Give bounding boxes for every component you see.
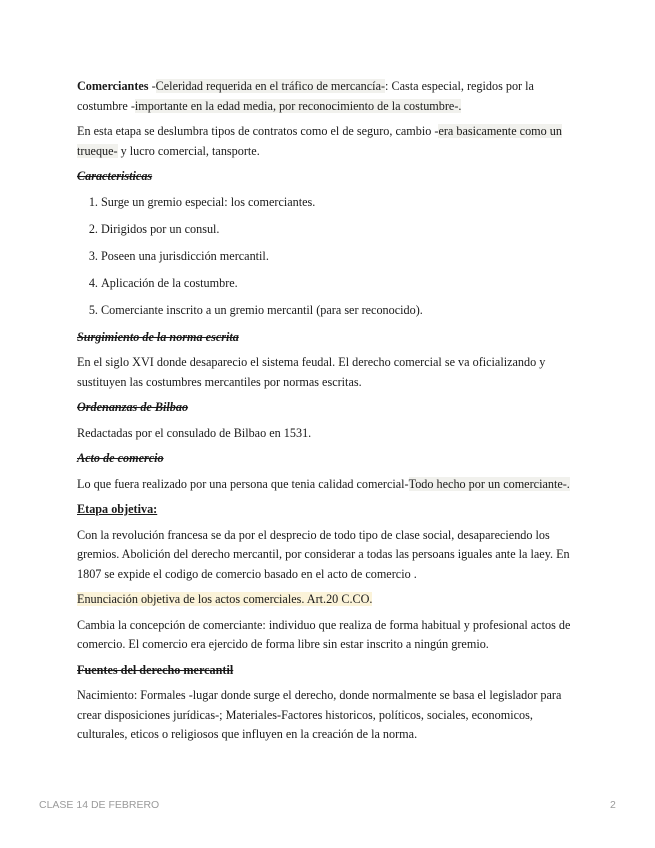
paragraph-acto-de-comercio: Lo que fuera realizado por una persona que tenia calidad comercial-Todo hecho por un comerciante-. <box>77 476 570 491</box>
list-item: 5. Comerciante inscrito a un gremio mercantil (para ser reconocido). <box>101 301 582 321</box>
highlight-todo-hecho: Todo hecho por un comerciante-. <box>408 476 570 491</box>
characteristics-list <box>77 193 582 321</box>
highlight-enunciacion: Enunciación objetiva de los actos comerciales. Art.20 C.CO. <box>77 592 373 606</box>
term-comerciantes: Comerciantes <box>77 79 149 93</box>
highlight-edad-media: importante en la edad media, por reconocimiento de la costumbre-. <box>134 98 462 113</box>
paragraph-ordenanzas: Redactadas por el consulado de Bilbao en 1531. <box>77 425 312 440</box>
paragraph-contratos: En esta etapa se deslumbra tipos de contratos como el de seguro, cambio -era basicamente como un trueque- y lucro comercial, tansporte. <box>77 124 562 158</box>
highlight-trueque: era basicamente como un trueque- <box>77 124 562 158</box>
heading-etapa-objetiva: Etapa objetiva: <box>77 502 158 516</box>
list-item: 4. Aplicación de la costumbre. <box>101 274 582 294</box>
paragraph-surgimiento: En el siglo XVI donde desaparecio el sistema feudal. El derecho comercial se va oficializando y sustituyen las costumbres mercantiles por normas escritas. <box>77 355 546 389</box>
paragraph-etapa-objetiva: Con la revolución francesa se da por el desprecio de todo tipo de clase social, desapareciendo los gremios. Abolición del derecho mercantil, por considerar a todas las persoans iguales ante la laey. En 1807 se expide el codigo de comercio basado en el acto de comercio . <box>77 527 570 581</box>
paragraph-enunciacion <box>77 590 582 610</box>
heading-caracteristicas: Caracteristicas <box>77 169 153 183</box>
heading-ordenanzas: Ordenanzas de Bilbao <box>77 400 189 414</box>
list-item: 2. Dirigidos por un consul. <box>101 220 582 240</box>
paragraph-concepcion: Cambia la concepción de comerciante: individuo que realiza de forma habitual y profesional actos de comercio. El comercio era ejercido de forma libre sin estar inscrito a ningún gremio. <box>77 617 571 651</box>
page-number: 2 <box>610 799 616 811</box>
paragraph-comerciantes: Comerciantes -Celeridad requerida en el tráfico de mercancía-: Casta especial, regidos por la costumbre -importante en la edad media, por reconocimiento de la costumbre-. <box>77 79 534 113</box>
heading-fuentes: Fuentes del derecho mercantil <box>77 662 234 677</box>
heading-surgimiento: Surgimiento de la norma escrita <box>77 329 239 344</box>
highlight-celeridad: Celeridad requerida en el tráfico de mercancía- <box>155 79 386 93</box>
list-item: 1. Surge un gremio especial: los comerciantes. <box>101 193 582 213</box>
footer-title: CLASE 14 DE FEBRERO <box>39 799 160 811</box>
document-body <box>77 77 582 751</box>
heading-acto-de-comercio: Acto de comercio <box>77 451 164 465</box>
list-item: 3. Poseen una jurisdicción mercantil. <box>101 247 582 267</box>
paragraph-fuentes: Nacimiento: Formales -lugar donde surge el derecho, donde normalmente se basa el legislador para crear disposiciones jurídicas-; Materiales-Factores historicos, políticos, sociales, economicos, culturales, eticos o religiosos que influyen en la creación de la norma. <box>77 688 562 741</box>
